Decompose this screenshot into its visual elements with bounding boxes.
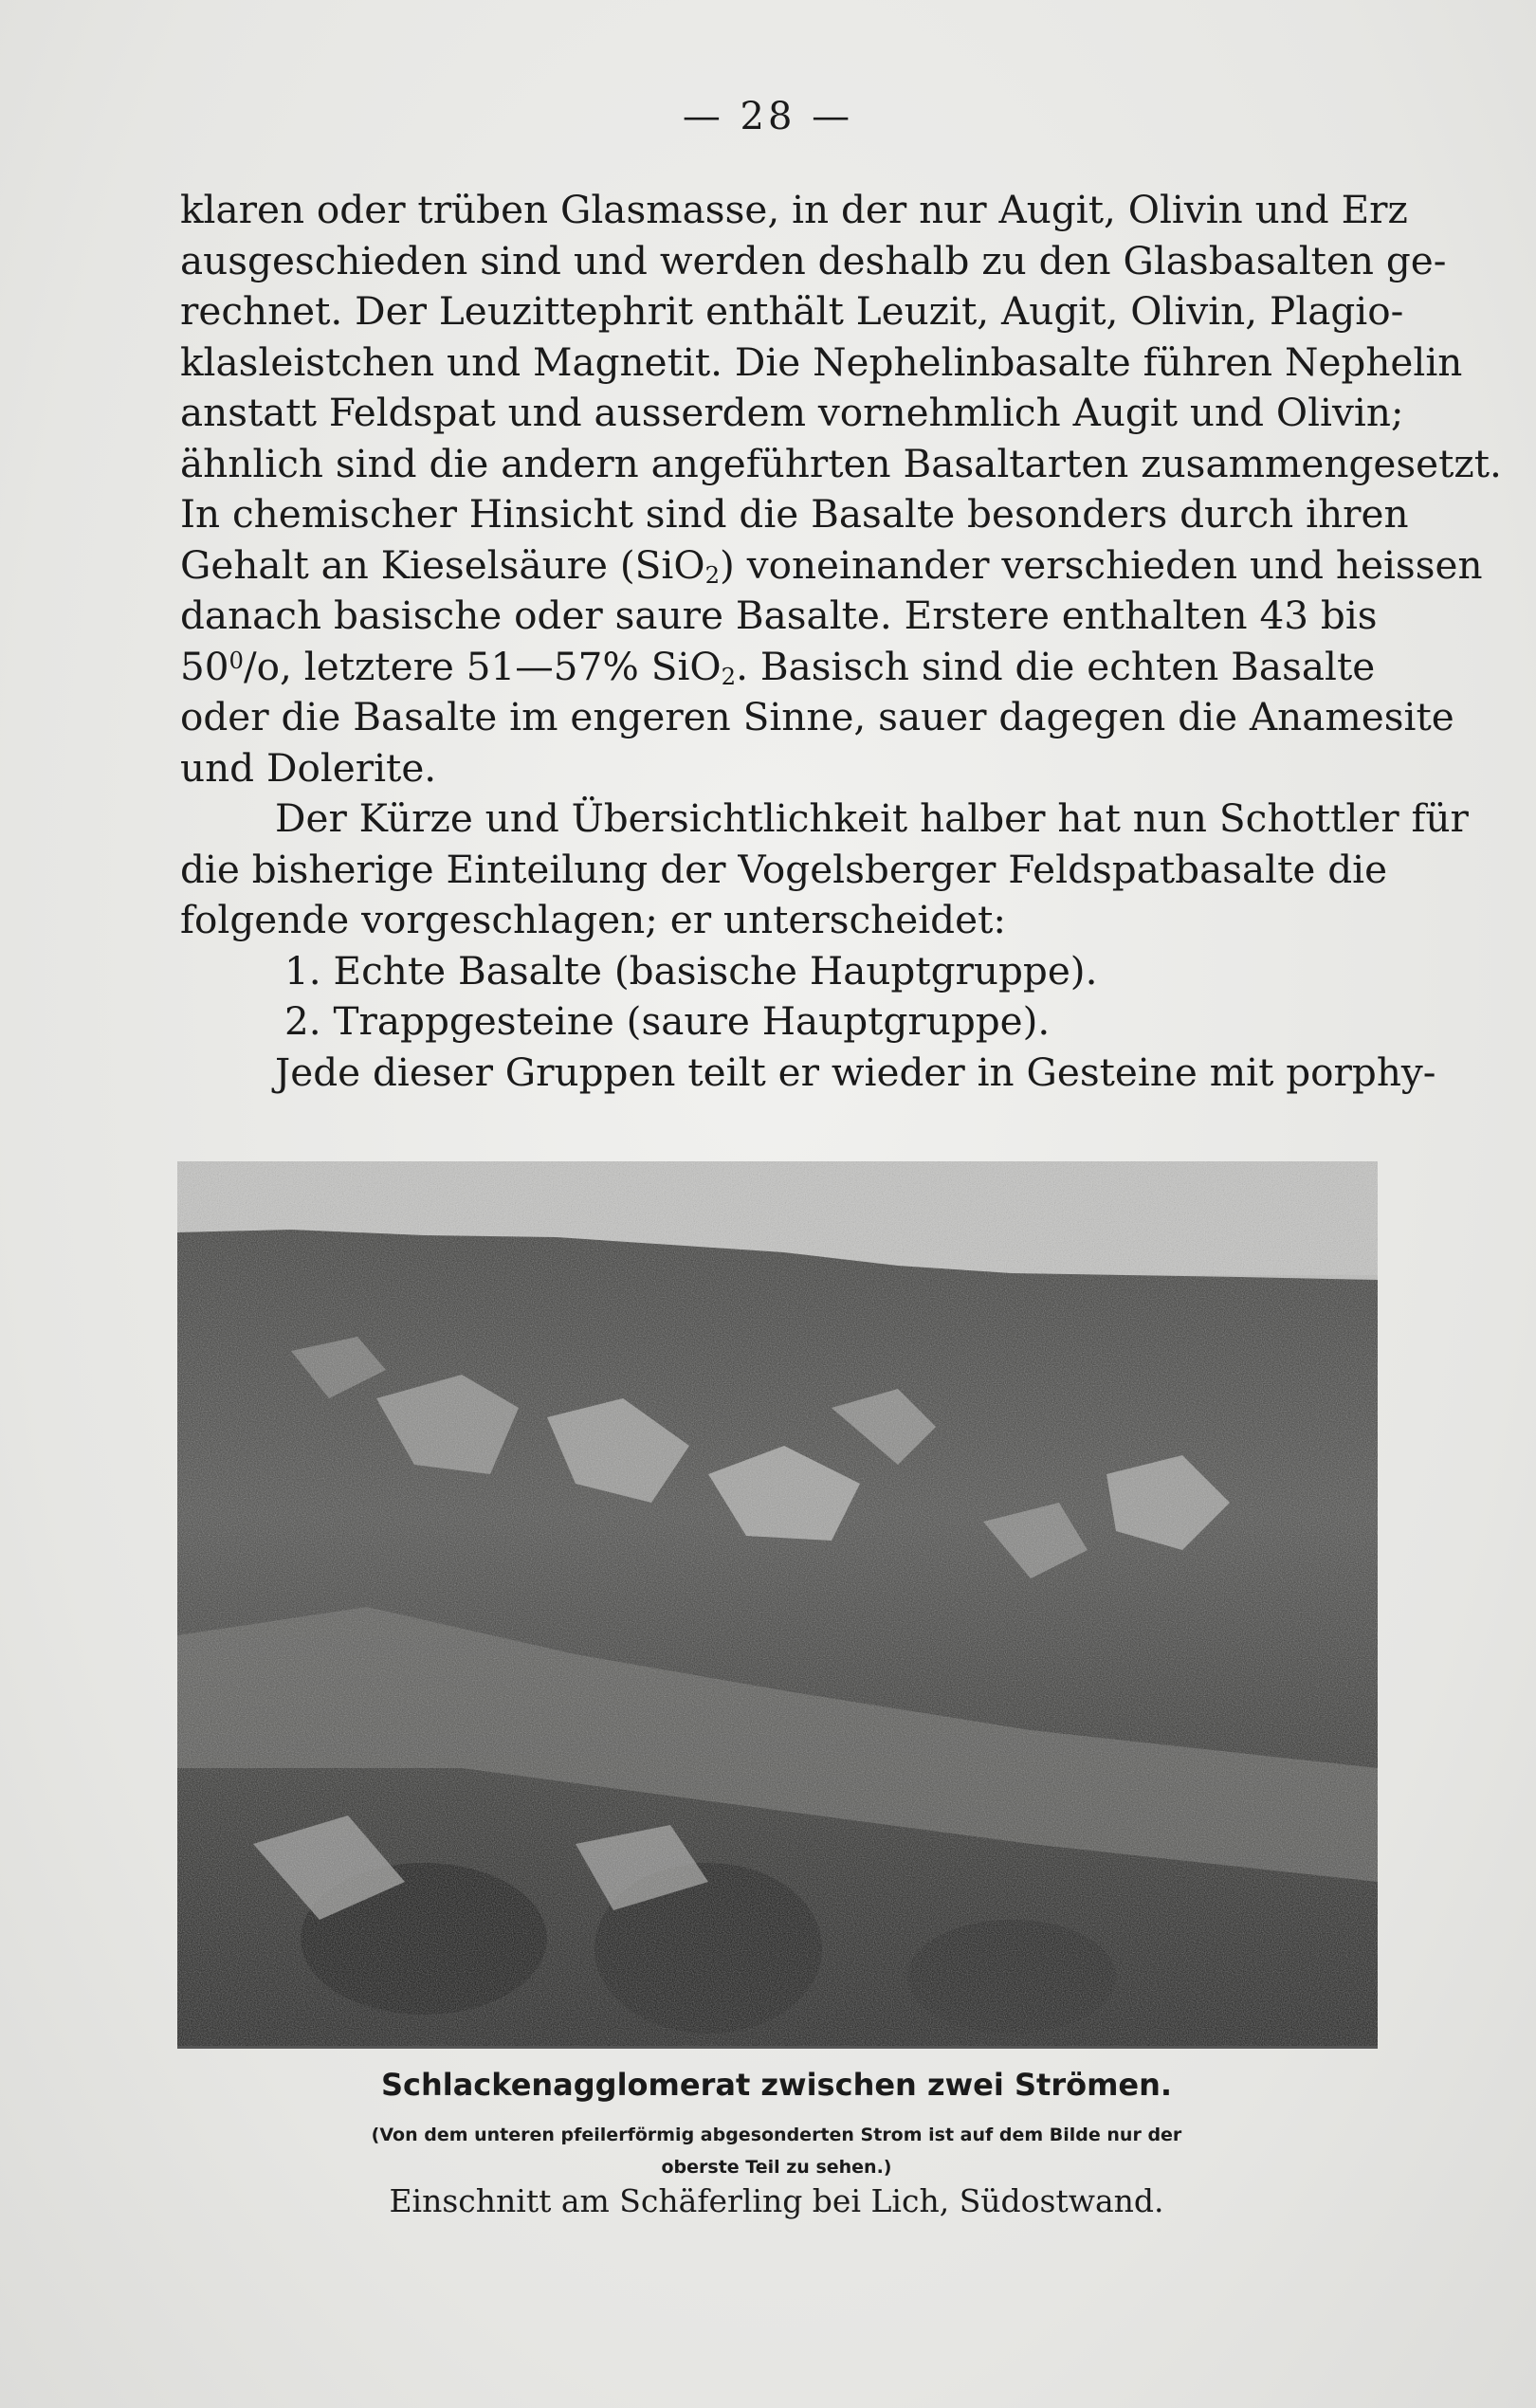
text-line: Jede dieser Gruppen teilt er wieder in Gesteine mit porphy- — [275, 1049, 1436, 1095]
text-line: $50^0/o$, letztere 51—57% SiO$_2$. Basisch sind die echten Basalte — [180, 643, 1376, 690]
text-line: folgende vorgeschlagen; er unterscheidet: — [180, 897, 1006, 942]
text-line: klasleistchen und Magnetit. Die Nephelinbasalte führen Nephelin — [180, 338, 1463, 385]
text-line: die bisherige Einteilung der Vogelsberger Feldspatbasalte die — [180, 846, 1388, 892]
list-item: 1. Echte Basalte (basische Hauptgruppe). — [284, 947, 1098, 994]
figure-caption-location: Einschnitt am Schäferling bei Lich, Südostwand. — [389, 2182, 1164, 2219]
page-number: — 28 — — [682, 95, 854, 138]
figure-caption-note — [180, 2119, 1373, 2183]
photo-illustration — [177, 1161, 1378, 2046]
list-item: 2. Trappgesteine (saure Hauptgruppe). — [284, 998, 1051, 1044]
text-line: anstatt Feldspat und ausserdem vornehmlich Augit und Olivin; — [180, 390, 1404, 435]
text-line: und Dolerite. — [180, 744, 437, 791]
text-line: Gehalt an Kieselsäure (SiO$_2$) voneinander verschieden und heissen — [180, 541, 1483, 589]
text-line: oder die Basalte im engeren Sinne, sauer dagegen die Anamesite — [180, 694, 1454, 739]
body-text — [180, 185, 1502, 1098]
caption-note-line: (Von dem unteren pfeilerförmig abgesonderten Strom ist auf dem Bilde nur der — [371, 2125, 1182, 2145]
text-line: rechnet. Der Leuzittephrit enthält Leuzit, Augit, Olivin, Plagio- — [180, 288, 1404, 334]
rock-outcrop-photo — [177, 1161, 1378, 2049]
text-line: ausgeschieden sind und werden deshalb zu den Glasbasalten ge- — [180, 237, 1447, 283]
text-line: danach basische oder saure Basalte. Erstere enthalten 43 bis — [180, 593, 1378, 638]
caption-note-line: oberste Teil zu sehen.) — [661, 2157, 892, 2178]
text-line: Der Kürze und Übersichtlichkeit halber hat nun Schottler für — [275, 795, 1469, 841]
text-line: ähnlich sind die andern angeführten Basaltarten zusammengesetzt. — [180, 440, 1502, 486]
figure-caption-title: Schlackenagglomerat zwischen zwei Strömen. — [380, 2067, 1173, 2103]
text-line: In chemischer Hinsicht sind die Basalte besonders durch ihren — [180, 491, 1409, 537]
text-line: klaren oder trüben Glasmasse, in der nur Augit, Olivin und Erz — [180, 187, 1408, 232]
